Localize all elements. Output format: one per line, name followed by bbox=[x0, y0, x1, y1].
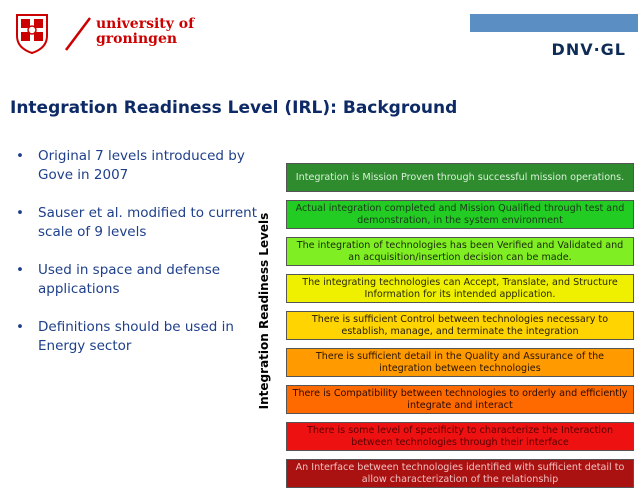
dnv-gl-label: DNV·GL bbox=[551, 40, 626, 59]
irl-level-4 bbox=[286, 348, 634, 377]
irl-level-text: Integration is Mission Proven through successful mission operations. bbox=[295, 171, 625, 183]
irl-level-2 bbox=[286, 422, 634, 451]
levels-axis-label bbox=[250, 200, 278, 422]
irl-level-8 bbox=[286, 200, 634, 229]
irl-level-text: There is sufficient detail in the Quality and Assurance of the integration between technologies bbox=[315, 350, 605, 374]
bullet-text: Original 7 levels introduced by Gove in 2007 bbox=[38, 148, 245, 183]
irl-level-text: Actual integration completed and Mission Qualified through test and demonstration, in the system environment bbox=[295, 202, 625, 226]
bullet-text: Definitions should be used in Energy sector bbox=[38, 319, 234, 354]
slash-mark-icon bbox=[60, 12, 94, 54]
bullet-item bbox=[12, 261, 262, 299]
irl-level-text: There is sufficient Control between technologies necessary to establish, manage, and terminate the integration bbox=[311, 313, 609, 337]
bullet-text: Sauser et al. modified to current scale of 9 levels bbox=[38, 205, 258, 240]
dnv-blue-bar bbox=[470, 14, 638, 32]
irl-level-text: There is Compatibility between technologies to orderly and efficiently integrate and interact bbox=[292, 387, 628, 411]
bullet-item bbox=[12, 318, 262, 356]
bullet-dot: • bbox=[16, 148, 24, 164]
irl-level-1 bbox=[286, 459, 634, 488]
university-name-line2: groningen bbox=[96, 31, 178, 47]
bullet-dot: • bbox=[16, 205, 24, 221]
irl-level-text: An Interface between technologies identified with sufficient detail to allow characterization of the relationship bbox=[295, 461, 625, 485]
irl-level-6 bbox=[286, 274, 634, 303]
irl-level-text: The integrating technologies can Accept, Translate, and Structure Information for its intended application. bbox=[302, 276, 618, 300]
irl-level-3 bbox=[286, 385, 634, 414]
bullet-text: Used in space and defense applications bbox=[38, 262, 221, 297]
irl-level-7 bbox=[286, 237, 634, 266]
irl-level-9 bbox=[286, 163, 634, 192]
bullet-item bbox=[12, 204, 262, 242]
bullet-dot: • bbox=[16, 262, 24, 278]
university-name bbox=[96, 17, 194, 47]
bullet-item bbox=[12, 147, 262, 185]
university-logo bbox=[14, 12, 204, 54]
bullet-dot: • bbox=[16, 319, 24, 335]
dnv-gl-logo bbox=[468, 0, 638, 62]
irl-level-5 bbox=[286, 311, 634, 340]
levels-axis-label-text: Integration Readiness Levels bbox=[257, 212, 271, 410]
university-name-line1: university of bbox=[96, 16, 195, 32]
bullet-list bbox=[12, 147, 262, 375]
irl-level-text: There is some level of specificity to characterize the Interaction between technologies through their interface bbox=[306, 424, 614, 448]
page-title: Integration Readiness Level (IRL): Background bbox=[10, 98, 458, 118]
irl-levels-stack bbox=[286, 163, 634, 496]
crest-icon bbox=[14, 12, 50, 54]
irl-level-text: The integration of technologies has been Verified and Validated and an acquisition/insertion decision can be made. bbox=[296, 239, 624, 263]
